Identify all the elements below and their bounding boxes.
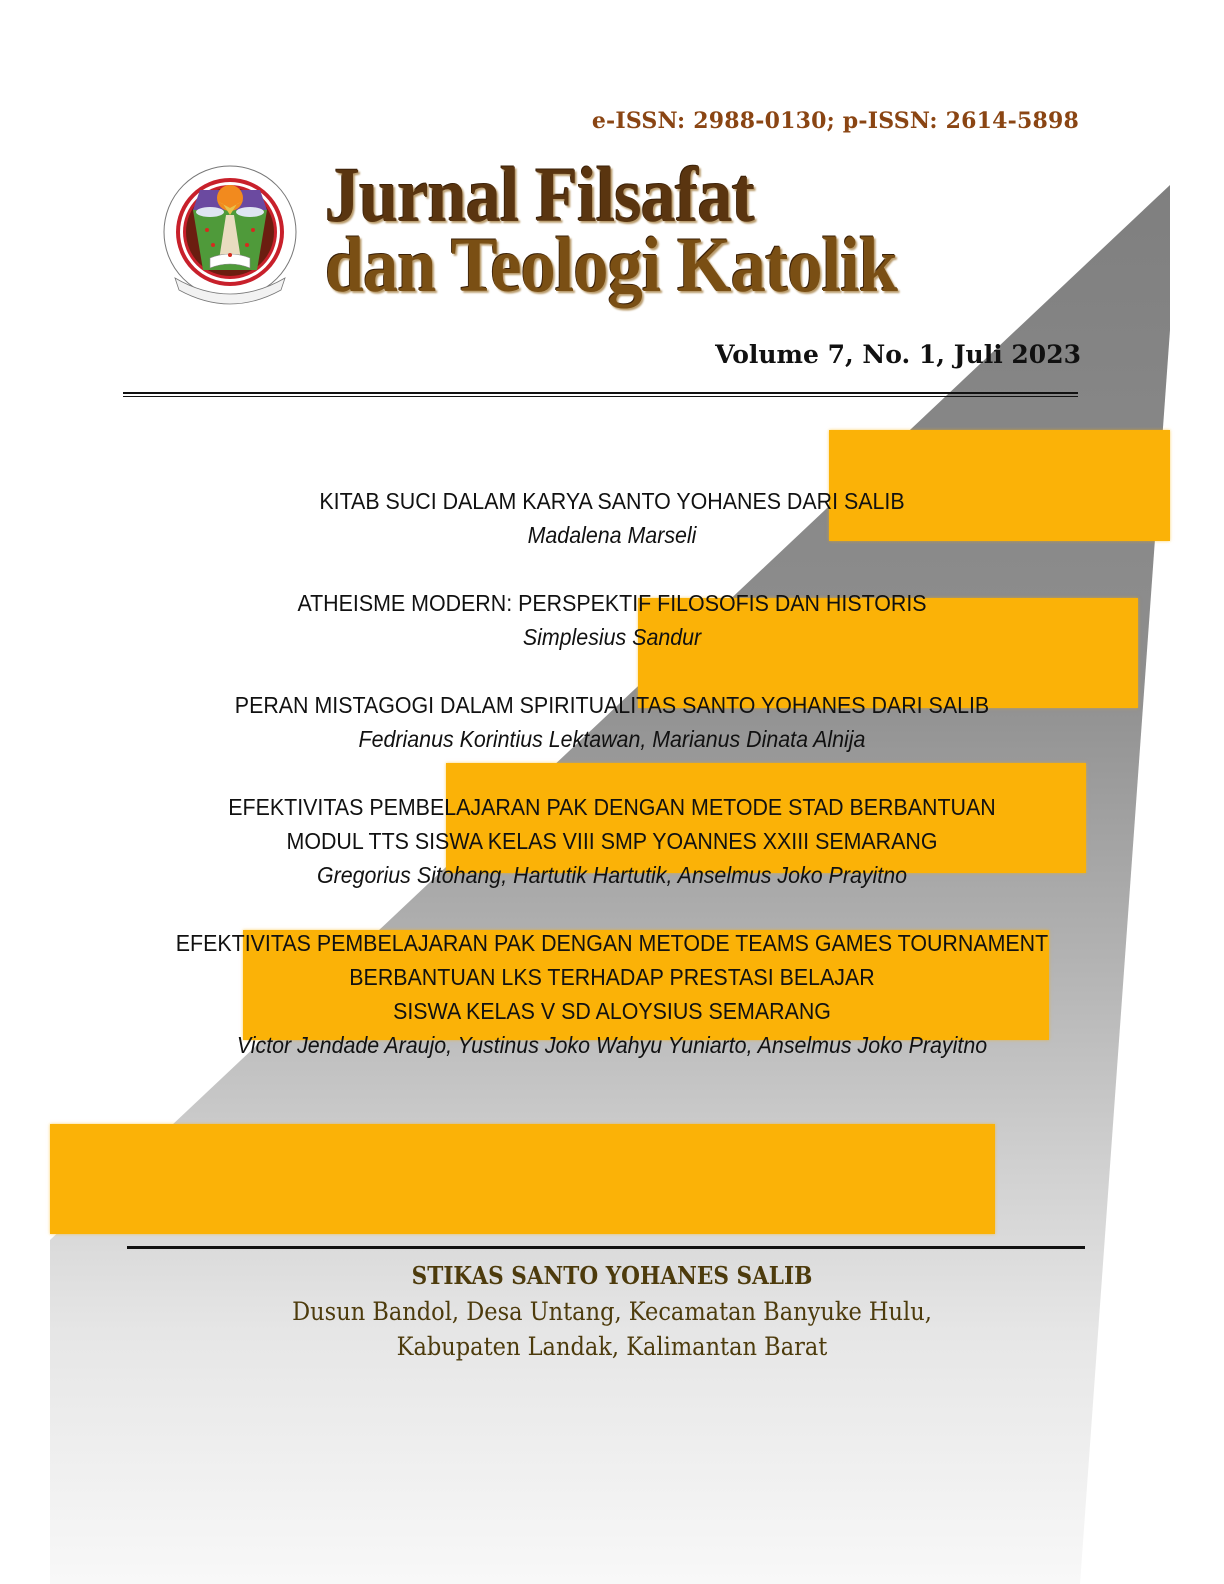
article-authors: Gregorius Sitohang, Hartutik Hartutik, Anselmus Joko Prayitno	[316, 862, 908, 888]
header-divider-thin	[123, 396, 1078, 397]
article-authors: Simplesius Sandur	[522, 624, 702, 650]
institution-seal-icon	[155, 160, 305, 310]
journal-title	[325, 151, 897, 308]
article-title-line1: EFEKTIVITAS PEMBELAJARAN PAK DENGAN METODE STAD BERBANTUAN	[228, 794, 996, 820]
header-divider	[123, 392, 1078, 394]
publisher-name: STIKAS SANTO YOHANES SALIB	[411, 1261, 813, 1290]
publisher-block	[0, 1258, 1224, 1364]
footer-divider	[127, 1246, 1085, 1249]
article-title-line1: EFEKTIVITAS PEMBELAJARAN PAK DENGAN METODE TEAMS GAMES TOURNAMENT	[175, 930, 1049, 956]
article-authors: Fedrianus Korintius Lektawan, Marianus Dinata Alnija	[358, 726, 866, 752]
publisher-address-line1: Dusun Bandol, Desa Untang, Kecamatan Banyuke Hulu,	[292, 1297, 932, 1326]
journal-title-line2: dan Teologi Katolik	[325, 221, 897, 308]
orange-block-5	[50, 1124, 995, 1234]
article-title: ATHEISME MODERN: PERSPEKTIF FILOSOFIS DAN HISTORIS	[297, 590, 927, 616]
article-authors: Victor Jendade Araujo, Yustinus Joko Wahyu Yuniarto, Anselmus Joko Prayitno	[236, 1032, 988, 1058]
issn-line: e-ISSN: 2988-0130; p-ISSN: 2614-5898	[591, 108, 1079, 134]
article-entry-2	[0, 586, 1224, 654]
article-entry-4	[0, 790, 1224, 892]
article-entry-3	[0, 688, 1224, 756]
volume-issue: Volume 7, No. 1, Juli 2023	[715, 340, 1081, 369]
journal-title-line1: Jurnal Filsafat	[325, 151, 755, 238]
article-entry-1	[0, 484, 1224, 552]
article-authors: Madalena Marseli	[527, 522, 697, 548]
article-entry-5	[0, 926, 1224, 1062]
article-title-line2: MODUL TTS SISWA KELAS VIII SMP YOANNES XXIII SEMARANG	[286, 828, 938, 854]
article-title-line2: BERBANTUAN LKS TERHADAP PRESTASI BELAJAR	[349, 964, 875, 990]
publisher-address-line2: Kabupaten Landak, Kalimantan Barat	[396, 1332, 828, 1361]
article-title: PERAN MISTAGOGI DALAM SPIRITUALITAS SANTO YOHANES DARI SALIB	[234, 692, 990, 718]
article-title-line3: SISWA KELAS V SD ALOYSIUS SEMARANG	[393, 998, 831, 1024]
article-title: KITAB SUCI DALAM KARYA SANTO YOHANES DARI SALIB	[319, 488, 905, 514]
